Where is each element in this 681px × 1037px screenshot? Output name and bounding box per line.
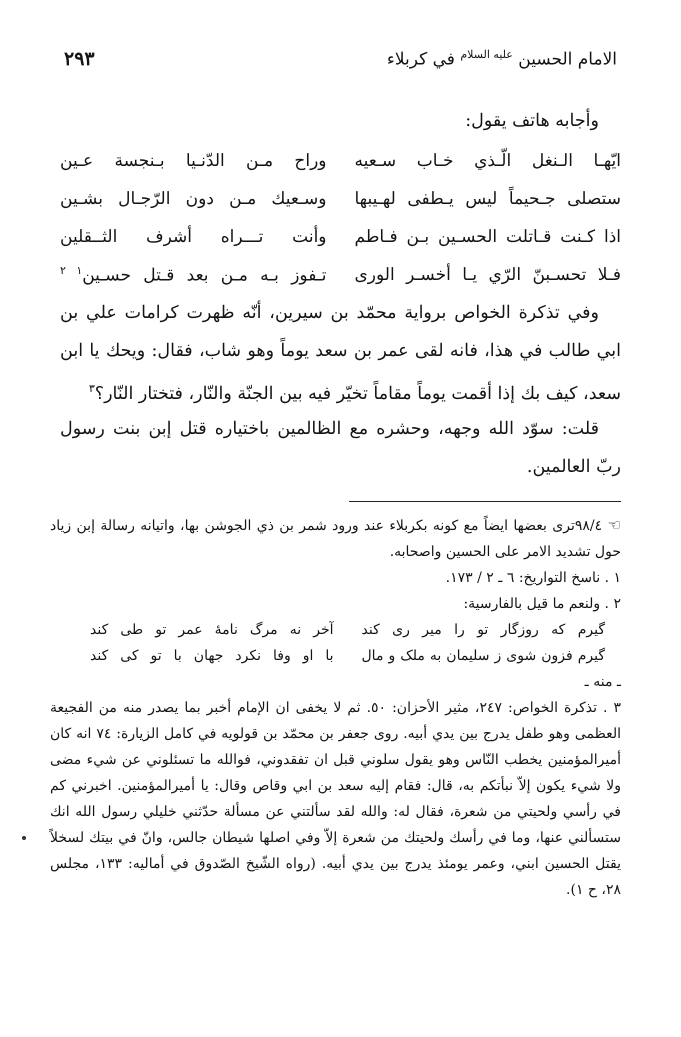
verse-first-hemistich: ستصلى جـحيماً ليس يـطفى لهـيبها [354, 189, 621, 209]
verse-second-hemistich: با او وفا نكرد جهان با تو كى كند [90, 648, 334, 664]
pointing-hand-icon: ☜ [607, 516, 621, 534]
verse-first-hemistich: فـلا تحسـبنّ الرّي يـا أخسـر الورى [354, 265, 621, 285]
paragraph-text: وفي تذكرة الخواص برواية محمّد بن سيرين، أنّه ظهرت كرامات علي بن ابي طالب في هذا، فانه لقى عمر بن سعد يوماً وهو شاب، فقال: ويحك يا ابن سعد، كيف بك إذا أقمت يوماً مقاماً تخيّر فيه بين الجنّة والنّار، فتختار النّار؟ [60, 303, 621, 404]
intro-line: وأجابه هاتف يقول: [465, 111, 599, 131]
footnote: ٣ . تذكرة الخواص: ٢٤٧، مثير الأحزان: ٥٠. ثم لا يخفى ان الإمام أخبر بما يصدر منه من الفجيعة العظمى وهو طفل يدرج بين يدي أبيه. روى جعفر بن محمّد بن قولويه في كامل الزيارة: ٧٤ انه كان أميرالمؤمنين يخطب النّاس وهو يقول سلوني قبل ان تفقدوني، فوالله ما تسئلوني عن شيء مضى ولا شيء يكون إلاّ نبأتكم به، قال: فقام إليه سعد بن ابي وقاص وقال: يا أميرالمؤمنين. اخبرني كم في رأسي ولحيتي من شعرة، فقال له: والله لقد سألتني عن مسألة حدّثني خليلي رسول الله انك ستسألني عنها، وما في رأسك ولحيتك من شعرة إلاّ وفي اصلها شيطان جالس، وانّ في بيتك لسخلاً يقتل الحسين ابني، وعمر يومئذ يدرج بين يدي أبيه. (رواه الشّيخ الصّدوق في أماليه: ١٣٣، مجلس ٢٨، ح ١). [50, 700, 622, 898]
verse-second-hemistich: وسـعيك مـن دون الرّجـال بشـين [60, 189, 327, 209]
footnote-divider [349, 501, 621, 502]
running-title [387, 48, 617, 70]
page-header [64, 44, 617, 74]
poem-verse [60, 256, 621, 294]
verse-first-hemistich: گيرم فزون شوى ز سليمان به ملک و مال [361, 648, 605, 664]
verse-first-hemistich: ايّهـا الـنغل الّـذي خـاب سـعيه [354, 151, 621, 171]
poem [60, 142, 621, 294]
footnote-ref: ٣ [88, 382, 95, 395]
poem-verse [60, 218, 621, 256]
footnote [50, 512, 621, 565]
footnote-signature: ـ منه ـ [584, 674, 621, 690]
verse-second-hemistich: آخر نه مرگ نامۀ عمر تو طى كند [90, 622, 334, 638]
running-title-tail: في كربلاء [386, 49, 455, 70]
footnotes [50, 512, 621, 903]
verse-first-hemistich: اذا كـنت قـاتلت الحسـين بـن فـاطم [354, 227, 621, 247]
verse-second-hemistich: وأنت تـــراه أشرف الثــقلين [60, 227, 327, 247]
persian-verse [50, 617, 621, 643]
paragraph: قلت: سوّد الله وجهه، وحشره مع الظالمين باختياره قتل إبن بنت رسول ربّ العالمين. [60, 419, 621, 477]
running-title-main: الامام الحسين [518, 49, 617, 70]
footnote-ref: ١ ٢ [60, 264, 83, 278]
verse-first-hemistich: گيرم كه روزگار تو را مير رى كند [361, 622, 605, 638]
margin-dot [22, 836, 26, 840]
verse-text: تـفوز بـه مـن بعد قـتل حسـين [82, 265, 327, 286]
page-number: ٢٩٣ [64, 48, 95, 70]
persian-verse [50, 643, 621, 669]
poem-verse [60, 180, 621, 218]
footnote: ١ . ناسخ التواريخ: ٦ ـ ٢ / ١٧٣. [445, 570, 621, 586]
footnote-text: ٩٨/٤ترى بعضها ايضاً مع كونه بكربلاء عند ورود شمر بن ذي الجوشن بها، واتيانه رسالة إبن زياد حول تشديد الامر على الحسين واصحابه. [50, 518, 621, 560]
poem-verse [60, 142, 621, 180]
verse-second-hemistich: وراح مـن الدّنـيا بـنجسة عـين [60, 151, 327, 171]
footnote: ٢ . ولنعم ما قيل بالفارسية: [463, 596, 621, 612]
verse-second-hemistich [60, 264, 341, 286]
honorific-mark: عليه السلام [460, 48, 513, 62]
paragraph [60, 294, 621, 413]
